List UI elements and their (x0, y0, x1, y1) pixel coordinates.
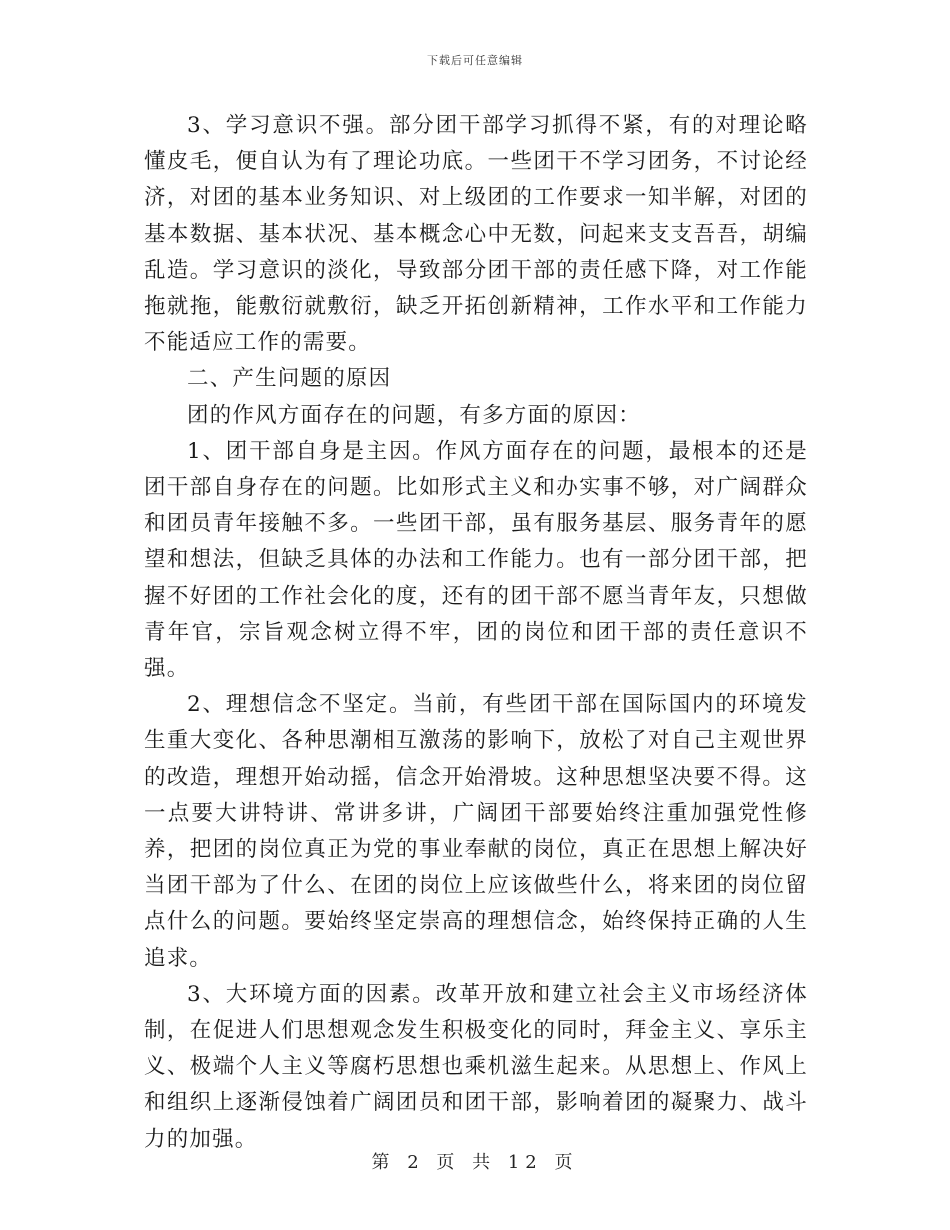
page-header: 下载后可任意编辑 (427, 54, 523, 67)
paragraph-cause-self: 1、团干部自身是主因。作风方面存在的问题，最根本的还是团干部自身存在的问题。比如形式主义和办实事不够，对广阔群众和团员青年接触不多。一些团干部，虽有服务基层、服务青年的愿望和想法，但缺乏具体的办法和工作能力。也有一部分团干部，把握不好团的工作社会化的度，还有的团干部不愿当青年友，只想做青年官，宗旨观念树立得不牢，团的岗位和团干部的责任意识不强。 (144, 438, 808, 682)
document-body (144, 108, 808, 1158)
section-heading-causes: 二、产生问题的原因 (187, 366, 392, 392)
paragraph-cause-beliefs: 2、理想信念不坚定。当前，有些团干部在国际国内的环境发生重大变化、各种思潮相互激荡的影响下，放松了对自己主观世界的改造，理想开始动摇，信念开始滑坡。这种思想坚决要不得。这一点要大讲特讲、常讲多讲，广阔团干部要始终注重加强党性修养，把团的岗位真正为党的事业奉献的岗位，真正在思想上解决好当团干部为了什么、在团的岗位上应该做些什么，将来团的岗位留点什么的问题。要始终坚定崇高的理想信念，始终保持正确的人生追求。 (144, 692, 808, 971)
paragraph-cause-environment: 3、大环境方面的因素。改革开放和建立社会主义市场经济体制，在促进人们思想观念发生积极变化的同时，拜金主义、享乐主义、极端个人主义等腐朽思想也乘机滋生起来。从思想上、作风上和组织上逐渐侵蚀着广阔团员和团干部，影响着团的凝聚力、战斗力的加强。 (144, 981, 808, 1152)
paragraph-causes-intro: 团的作风方面存在的问题，有多方面的原因： (187, 402, 642, 428)
page-number-footer: 第 2 页 共 12 页 (371, 1152, 579, 1173)
paragraph-study-awareness: 3、学习意识不强。部分团干部学习抓得不紧，有的对理论略懂皮毛，便自认为有了理论功底。一些团干不学习团务，不讨论经济，对团的基本业务知识、对上级团的工作要求一知半解，对团的基本数据、基本状况、基本概念心中无数，问起来支支吾吾，胡编乱造。学习意识的淡化，导致部分团干部的责任感下降，对工作能拖就拖，能敷衍就敷衍，缺乏开拓创新精神，工作水平和工作能力不能适应工作的需要。 (144, 113, 808, 356)
